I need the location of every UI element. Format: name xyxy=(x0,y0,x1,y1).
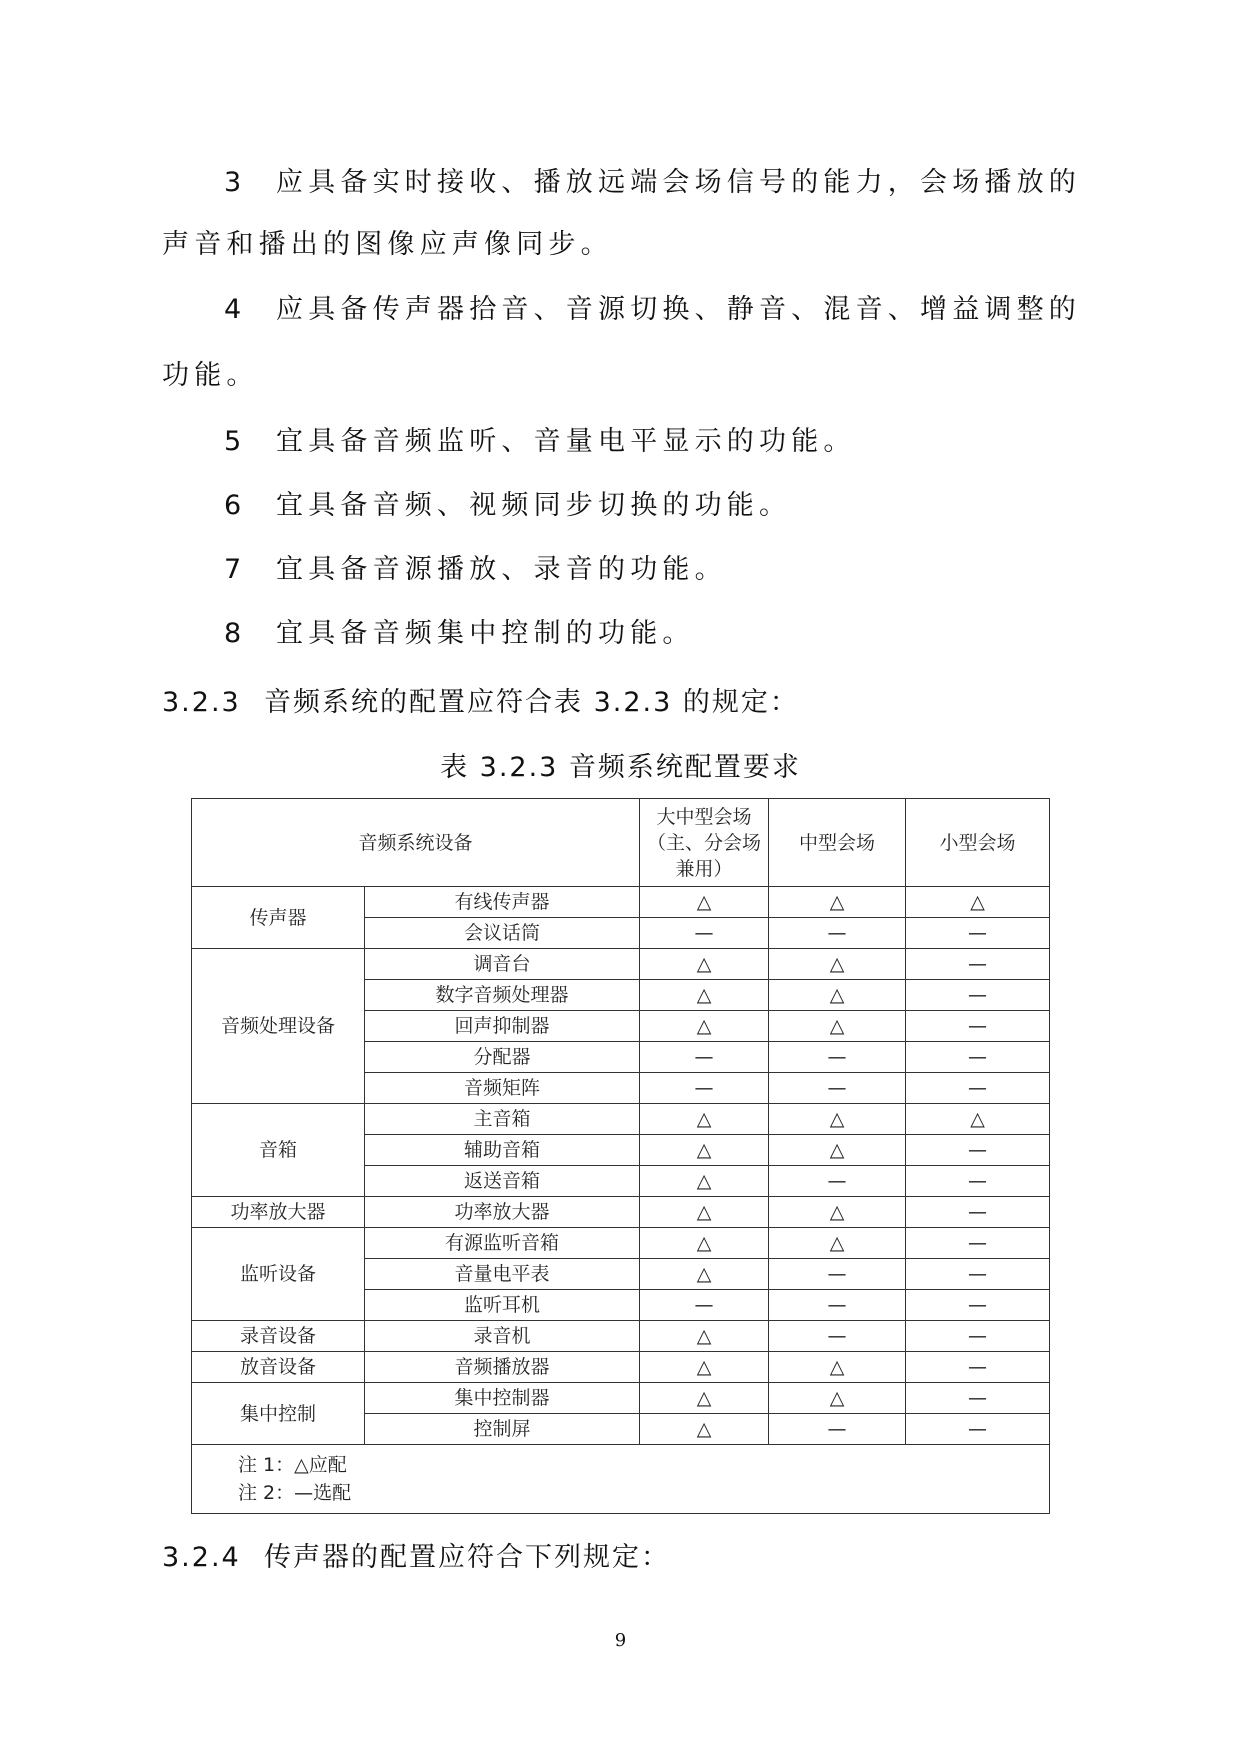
small-venue-cell: — xyxy=(906,949,1050,980)
medium-venue-cell: △ xyxy=(769,887,906,918)
table-row xyxy=(192,887,1050,918)
medium-venue-cell: — xyxy=(769,1290,906,1321)
header-large-venue: 大中型会场（主、分会场兼用） xyxy=(640,799,769,887)
small-venue-cell: — xyxy=(906,980,1050,1011)
small-venue-cell: △ xyxy=(906,887,1050,918)
equipment-item: 回声抑制器 xyxy=(365,1011,640,1042)
equipment-item: 录音机 xyxy=(365,1321,640,1352)
table-row xyxy=(192,1228,1050,1259)
equipment-item: 监听耳机 xyxy=(365,1290,640,1321)
table-row xyxy=(192,1197,1050,1228)
medium-venue-cell: △ xyxy=(769,1228,906,1259)
clause-6 xyxy=(224,474,1142,538)
large-venue-cell: △ xyxy=(640,1414,769,1445)
small-venue-cell: — xyxy=(906,1352,1050,1383)
clause-text: 声音和播出的图像应声像同步。 xyxy=(162,229,613,260)
page-number: 9 xyxy=(614,1630,627,1651)
equipment-category: 功率放大器 xyxy=(192,1197,365,1228)
equipment-item: 数字音频处理器 xyxy=(365,980,640,1011)
large-venue-cell: △ xyxy=(640,1166,769,1197)
large-venue-cell: — xyxy=(640,918,769,949)
medium-venue-cell: △ xyxy=(769,949,906,980)
equipment-item: 有源监听音箱 xyxy=(365,1228,640,1259)
clause-3-line-1 xyxy=(224,151,1142,215)
large-venue-cell: △ xyxy=(640,949,769,980)
small-venue-cell: — xyxy=(906,1166,1050,1197)
audio-config-table xyxy=(191,798,1050,1514)
table-notes-row xyxy=(192,1445,1050,1514)
large-venue-cell: — xyxy=(640,1073,769,1104)
table-note: 注 2：—选配 xyxy=(238,1482,352,1504)
section-text: 音频系统的配置应符合表 3.2.3 的规定： xyxy=(264,687,799,718)
equipment-item: 音频矩阵 xyxy=(365,1073,640,1104)
table-row xyxy=(192,949,1050,980)
clause-text: 应具备实时接收、播放远端会场信号的能力，会场播放的 xyxy=(276,167,1081,198)
large-venue-cell: △ xyxy=(640,1135,769,1166)
large-venue-cell: △ xyxy=(640,1228,769,1259)
large-venue-cell: △ xyxy=(640,1104,769,1135)
section-3-2-3 xyxy=(162,683,799,723)
section-text: 传声器的配置应符合下列规定： xyxy=(264,1542,670,1573)
clause-7 xyxy=(224,538,1142,602)
equipment-item: 音频播放器 xyxy=(365,1352,640,1383)
equipment-item: 辅助音箱 xyxy=(365,1135,640,1166)
small-venue-cell: — xyxy=(906,1259,1050,1290)
medium-venue-cell: △ xyxy=(769,1135,906,1166)
section-3-2-4 xyxy=(162,1538,670,1578)
medium-venue-cell: — xyxy=(769,1259,906,1290)
table-row xyxy=(192,1383,1050,1414)
clause-text: 宜具备音频集中控制的功能。 xyxy=(276,618,695,649)
clause-4-line-2 xyxy=(162,344,1080,408)
equipment-item: 会议话筒 xyxy=(365,918,640,949)
large-venue-cell: — xyxy=(640,1042,769,1073)
small-venue-cell: — xyxy=(906,1228,1050,1259)
clause-text: 应具备传声器拾音、音源切换、静音、混音、增益调整的 xyxy=(276,294,1081,325)
small-venue-cell: — xyxy=(906,1011,1050,1042)
medium-venue-cell: — xyxy=(769,1321,906,1352)
medium-venue-cell: — xyxy=(769,1042,906,1073)
clause-text: 功能。 xyxy=(162,360,259,391)
clause-number: 4 xyxy=(224,294,247,325)
table-caption: 表 3.2.3 音频系统配置要求 xyxy=(440,752,801,783)
clause-number: 3 xyxy=(224,167,247,198)
equipment-item: 返送音箱 xyxy=(365,1166,640,1197)
small-venue-cell: — xyxy=(906,1383,1050,1414)
small-venue-cell: — xyxy=(906,1290,1050,1321)
medium-venue-cell: △ xyxy=(769,1197,906,1228)
clause-number: 7 xyxy=(224,554,247,585)
clause-text: 宜具备音频监听、音量电平显示的功能。 xyxy=(276,426,856,457)
large-venue-cell: △ xyxy=(640,1383,769,1414)
section-number: 3.2.4 xyxy=(162,1542,241,1573)
table-row xyxy=(192,1321,1050,1352)
equipment-item: 调音台 xyxy=(365,949,640,980)
clause-4-line-1 xyxy=(224,278,1142,342)
equipment-item: 功率放大器 xyxy=(365,1197,640,1228)
medium-venue-cell: — xyxy=(769,1073,906,1104)
medium-venue-cell: — xyxy=(769,918,906,949)
equipment-category: 音箱 xyxy=(192,1104,365,1197)
small-venue-cell: — xyxy=(906,1042,1050,1073)
header-small-venue: 小型会场 xyxy=(906,799,1050,887)
small-venue-cell: — xyxy=(906,1073,1050,1104)
medium-venue-cell: — xyxy=(769,1414,906,1445)
medium-venue-cell: △ xyxy=(769,1011,906,1042)
small-venue-cell: — xyxy=(906,918,1050,949)
medium-venue-cell: △ xyxy=(769,1104,906,1135)
large-venue-cell: △ xyxy=(640,1197,769,1228)
equipment-category: 集中控制 xyxy=(192,1383,365,1445)
table-notes xyxy=(192,1445,1050,1514)
section-number: 3.2.3 xyxy=(162,687,241,718)
large-venue-cell: △ xyxy=(640,1259,769,1290)
clause-number: 5 xyxy=(224,426,247,457)
large-venue-cell: △ xyxy=(640,887,769,918)
small-venue-cell: △ xyxy=(906,1104,1050,1135)
small-venue-cell: — xyxy=(906,1197,1050,1228)
clause-5 xyxy=(224,410,1142,474)
equipment-item: 集中控制器 xyxy=(365,1383,640,1414)
large-venue-cell: △ xyxy=(640,980,769,1011)
clause-text: 宜具备音频、视频同步切换的功能。 xyxy=(276,490,792,521)
clause-number: 6 xyxy=(224,490,247,521)
equipment-category: 音频处理设备 xyxy=(192,949,365,1104)
medium-venue-cell: △ xyxy=(769,980,906,1011)
large-venue-cell: △ xyxy=(640,1352,769,1383)
small-venue-cell: — xyxy=(906,1414,1050,1445)
equipment-category: 监听设备 xyxy=(192,1228,365,1321)
clause-text: 宜具备音源播放、录音的功能。 xyxy=(276,554,727,585)
medium-venue-cell: — xyxy=(769,1166,906,1197)
header-equipment: 音频系统设备 xyxy=(192,799,640,887)
small-venue-cell: — xyxy=(906,1321,1050,1352)
medium-venue-cell: △ xyxy=(769,1352,906,1383)
equipment-item: 分配器 xyxy=(365,1042,640,1073)
table-header-row xyxy=(192,799,1050,887)
table-note: 注 1：△应配 xyxy=(238,1454,347,1476)
equipment-item: 主音箱 xyxy=(365,1104,640,1135)
equipment-item: 有线传声器 xyxy=(365,887,640,918)
equipment-category: 放音设备 xyxy=(192,1352,365,1383)
large-venue-cell: — xyxy=(640,1290,769,1321)
equipment-category: 传声器 xyxy=(192,887,365,949)
header-medium-venue: 中型会场 xyxy=(769,799,906,887)
equipment-item: 控制屏 xyxy=(365,1414,640,1445)
medium-venue-cell: △ xyxy=(769,1383,906,1414)
equipment-item: 音量电平表 xyxy=(365,1259,640,1290)
table-row xyxy=(192,1352,1050,1383)
large-venue-cell: △ xyxy=(640,1011,769,1042)
clause-3-line-2 xyxy=(162,213,1080,277)
small-venue-cell: — xyxy=(906,1135,1050,1166)
equipment-category: 录音设备 xyxy=(192,1321,365,1352)
table-row xyxy=(192,1104,1050,1135)
large-venue-cell: △ xyxy=(640,1321,769,1352)
clause-number: 8 xyxy=(224,618,247,649)
clause-8 xyxy=(224,602,1142,666)
